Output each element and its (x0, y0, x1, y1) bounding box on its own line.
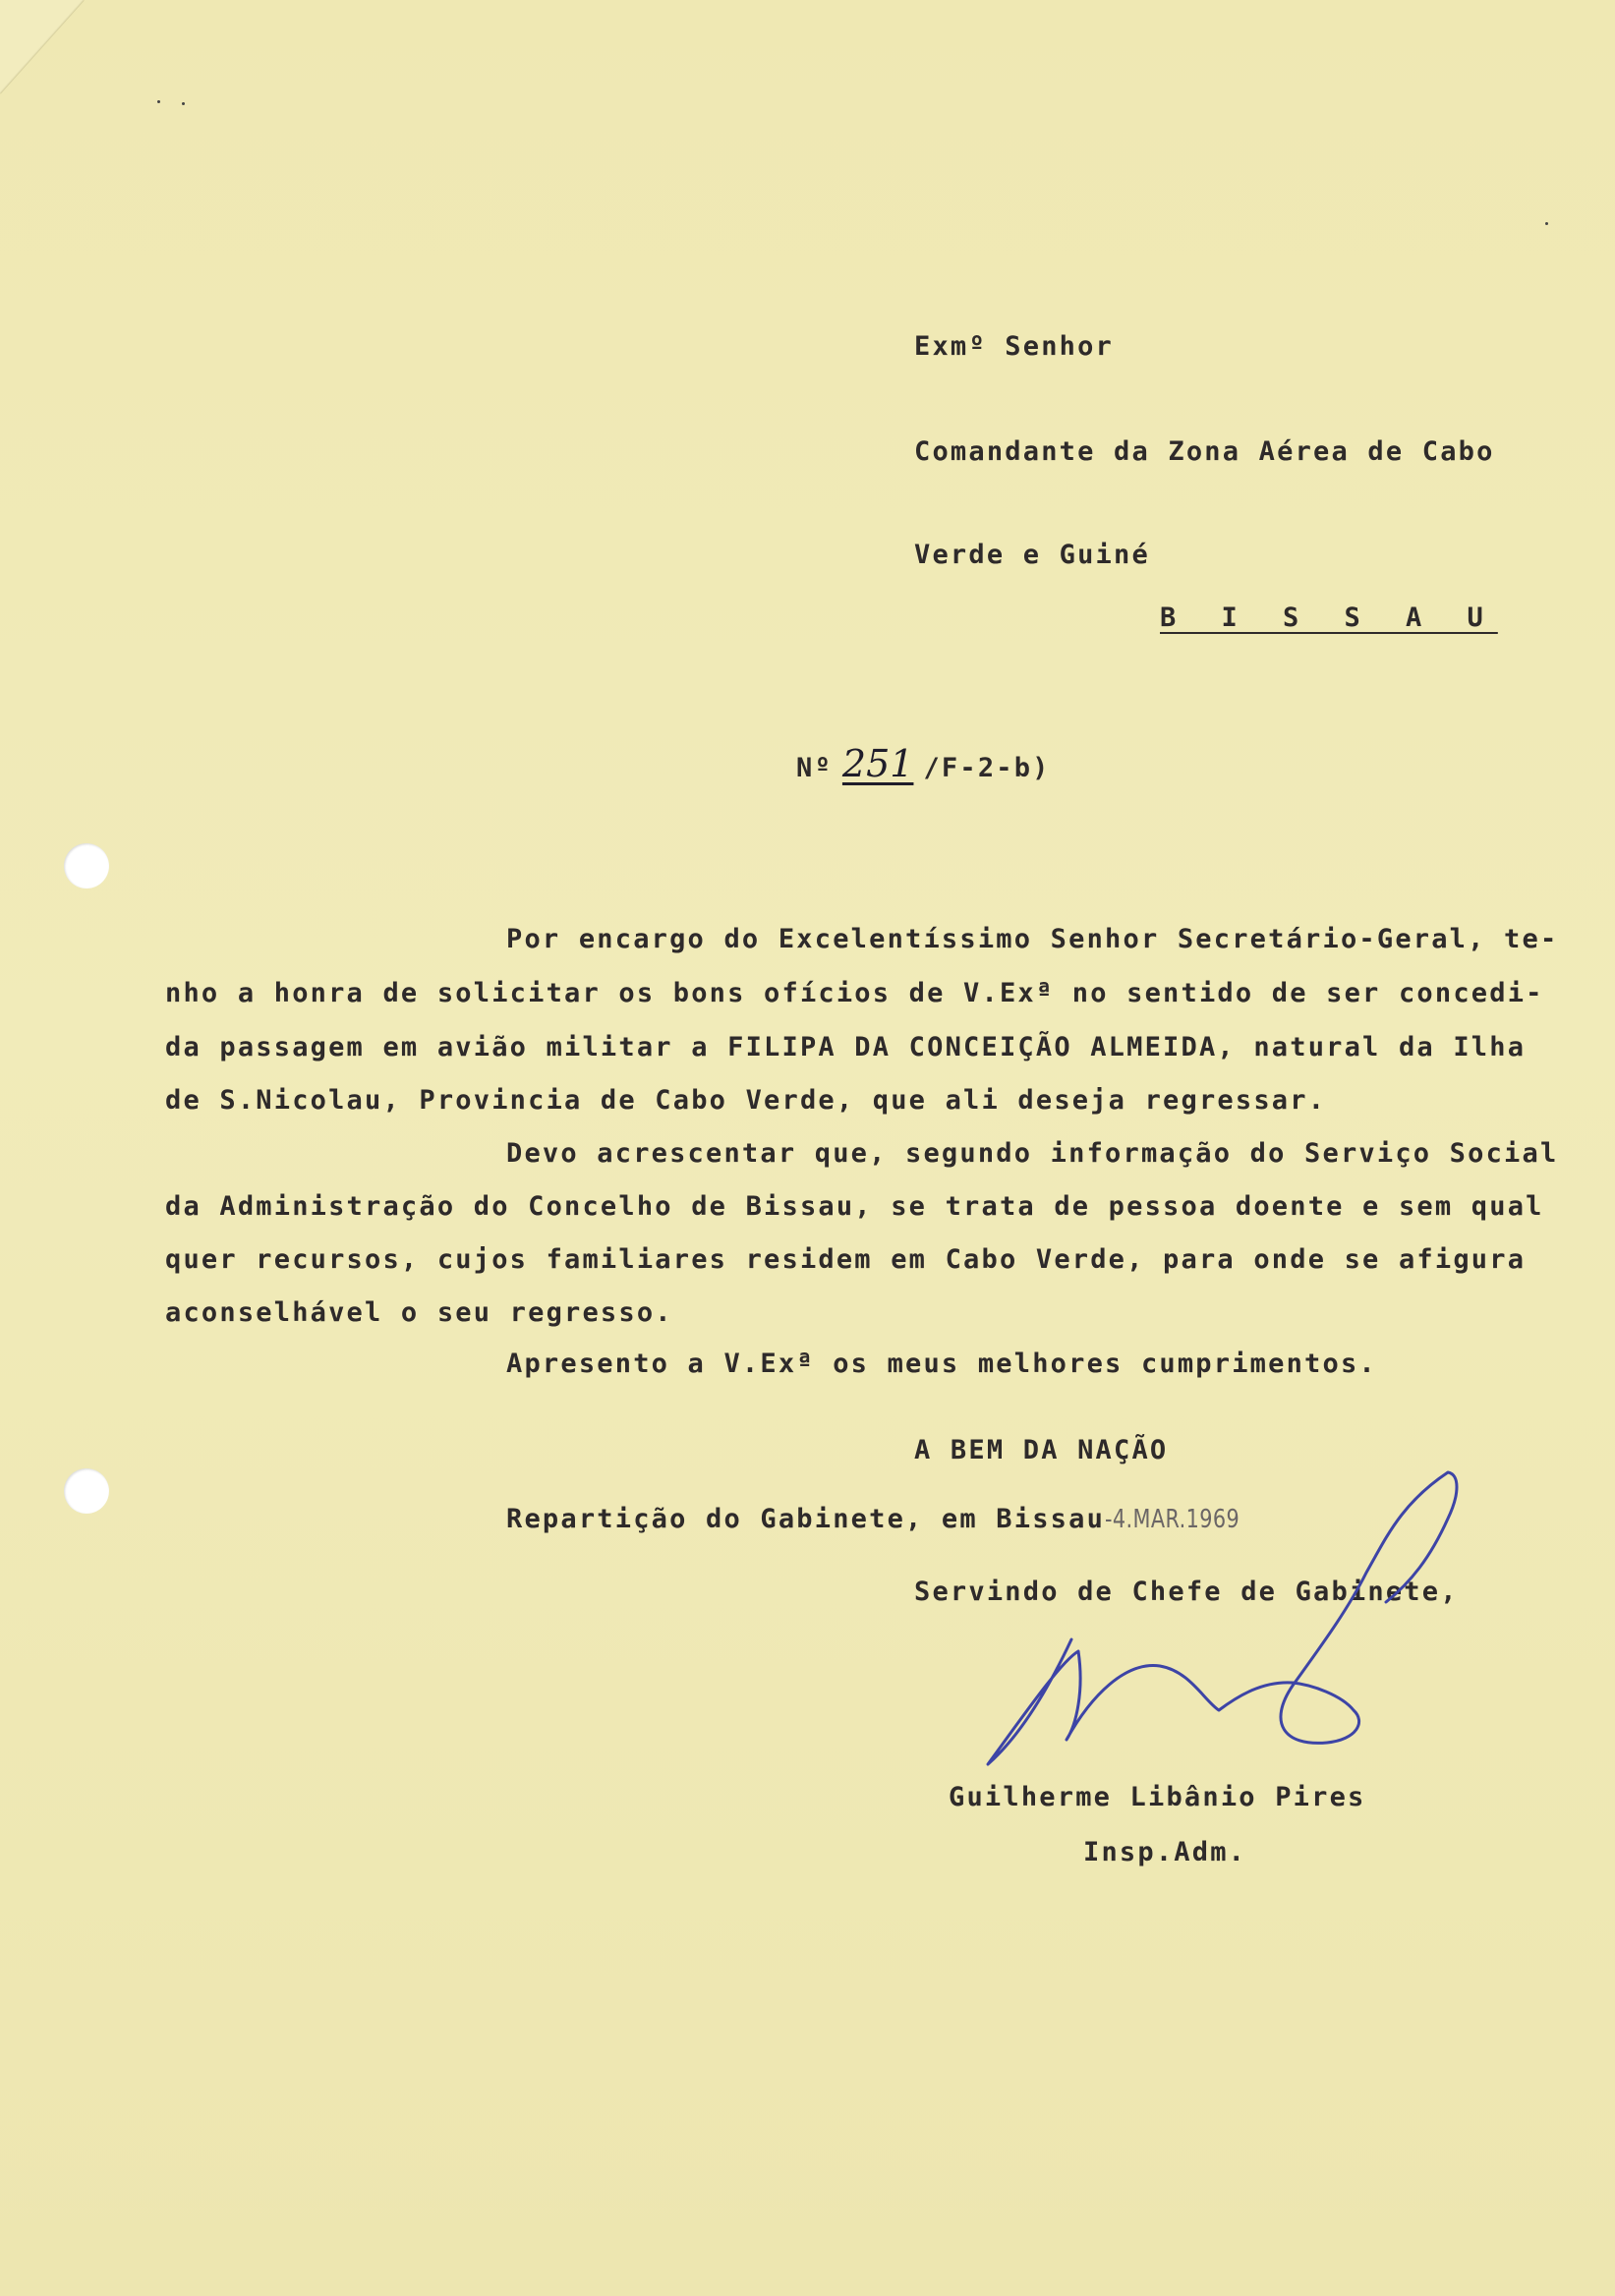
body-line-4: de S.Nicolau, Provincia de Cabo Verde, que ali deseja regressar. (165, 1085, 1327, 1116)
place-and-date (506, 1504, 1274, 1534)
reference-prefix: Nº (796, 753, 833, 783)
closing-role: Servindo de Chefe de Gabinete, (914, 1577, 1459, 1607)
recipient-line-2: Verde e Guiné (914, 540, 1150, 570)
body-line-8: aconselhável o seu regresso. (165, 1297, 673, 1328)
reference-handwritten-number: 251 (841, 742, 914, 785)
paper-speck (157, 100, 160, 103)
signatory-title: Insp.Adm. (1083, 1837, 1247, 1867)
paper-speck (1545, 222, 1548, 225)
reference-number (796, 742, 1051, 785)
body-line-7: quer recursos, cujos familiares residem em Cabo Verde, para onde se afigura (165, 1244, 1527, 1275)
body-line-1: Por encargo do Excelentíssimo Senhor Secretário-Geral, te- (506, 924, 1559, 954)
paper-corner-crease (0, 0, 118, 138)
motto: A BEM DA NAÇÃO (914, 1435, 1169, 1465)
body-line-3: da passagem em avião militar a FILIPA DA CONCEIÇÃO ALMEIDA, natural da Ilha (165, 1032, 1527, 1062)
punch-hole-top (64, 843, 109, 889)
body-line-9: Apresento a V.Exª os meus melhores cumprimentos. (506, 1349, 1377, 1379)
recipient-city: B I S S A U (1160, 603, 1498, 633)
recipient-line-1: Comandante da Zona Aérea de Cabo (914, 436, 1495, 467)
salutation: Exmº Senhor (914, 331, 1115, 362)
body-line-5: Devo acrescentar que, segundo informação do Serviço Social (506, 1138, 1559, 1169)
body-line-2: nho a honra de solicitar os bons ofícios de V.Exª no sentido de ser concedi- (165, 978, 1544, 1008)
signatory-name: Guilherme Libânio Pires (949, 1782, 1366, 1812)
place-line: Repartição do Gabinete, em Bissau (506, 1504, 1106, 1534)
reference-suffix: /F-2-b) (923, 753, 1051, 783)
body-line-6: da Administração do Concelho de Bissau, se trata de pessoa doente e sem qual (165, 1191, 1544, 1222)
punch-hole-bottom (64, 1468, 109, 1514)
date-stamp: -4.MAR.1969 (1105, 1505, 1240, 1534)
paper-speck (182, 102, 185, 105)
